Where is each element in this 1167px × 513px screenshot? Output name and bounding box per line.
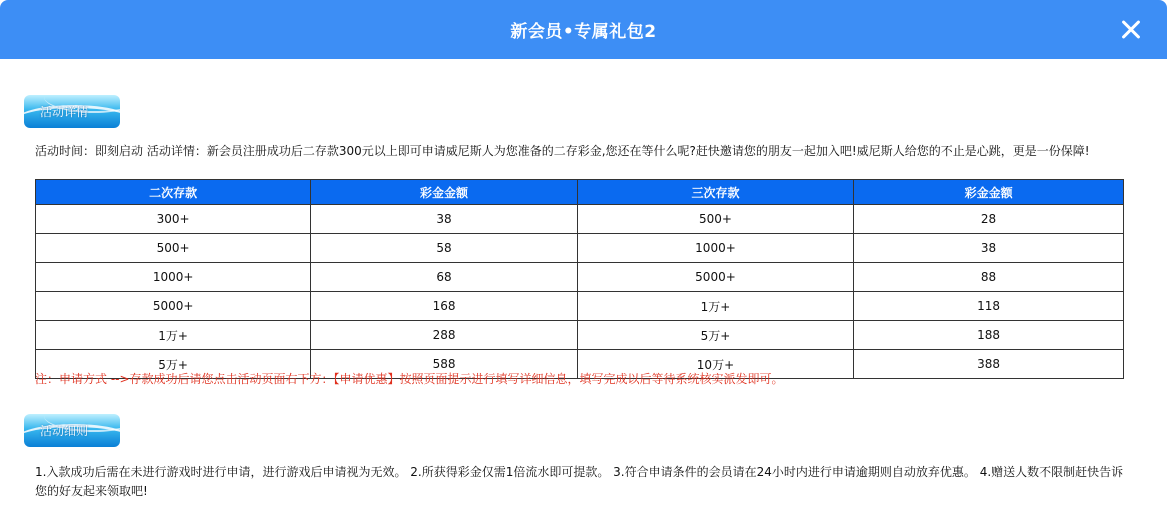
table-cell: 1000+	[36, 263, 311, 292]
badge-label: 活动细则	[40, 424, 89, 438]
table-row	[36, 321, 1124, 350]
table-cell: 58	[311, 234, 578, 263]
table-cell: 5000+	[36, 292, 311, 321]
badge-label: 活动详情	[40, 105, 89, 119]
dialog-header	[0, 0, 1167, 59]
table-cell: 38	[854, 234, 1124, 263]
table-cell: 1万+	[577, 292, 853, 321]
table-row	[36, 292, 1124, 321]
column-header: 彩金金额	[311, 180, 578, 205]
table-cell: 118	[854, 292, 1124, 321]
table-cell: 300+	[36, 205, 311, 234]
table-cell: 1000+	[577, 234, 853, 263]
application-note: 注：申请方式 -->存款成功后请您点击活动页面右下方：【申请优惠】按照页面提示进行填写详细信息，填写完成以后等待系统核实派发即可。	[35, 372, 784, 386]
dialog-title: 新会员•专属礼包2	[510, 22, 657, 42]
column-header: 二次存款	[36, 180, 311, 205]
table-cell: 388	[854, 350, 1124, 379]
close-icon[interactable]	[1115, 14, 1147, 46]
activity-description: 活动时间：即刻启动 活动详情：新会员注册成功后二存款300元以上即可申请威尼斯人为您准备的二存彩金,您还在等什么呢?赶快邀请您的朋友一起加入吧!威尼斯人给您的不止是心跳，更是一份保障!	[35, 144, 1090, 158]
table-cell: 588	[311, 350, 578, 379]
table-cell: 88	[854, 263, 1124, 292]
reward-table	[35, 179, 1124, 379]
column-header: 三次存款	[577, 180, 853, 205]
table-cell: 5000+	[577, 263, 853, 292]
table-row	[36, 234, 1124, 263]
section-badge-rules	[24, 414, 120, 447]
table-header-row	[36, 180, 1124, 205]
table-cell: 28	[854, 205, 1124, 234]
section-badge-details	[24, 95, 120, 128]
table-cell: 5万+	[577, 321, 853, 350]
table-cell: 1万+	[36, 321, 311, 350]
table-cell: 10万+	[577, 350, 853, 379]
table-cell: 288	[311, 321, 578, 350]
table-cell: 500+	[577, 205, 853, 234]
table-cell: 38	[311, 205, 578, 234]
table-cell: 5万+	[36, 350, 311, 379]
table-cell: 188	[854, 321, 1124, 350]
table-cell: 168	[311, 292, 578, 321]
table-cell: 500+	[36, 234, 311, 263]
table-row	[36, 263, 1124, 292]
column-header: 彩金金额	[854, 180, 1124, 205]
table-cell: 68	[311, 263, 578, 292]
table-row	[36, 205, 1124, 234]
activity-rules: 1.入款成功后需在未进行游戏时进行申请，进行游戏后申请视为无效。 2.所获得彩金仅需1倍流水即可提款。 3.符合申请条件的会员请在24小时内进行申请逾期则自动放弃优惠。 4.赠送人数不限制赶快告诉您的好友起来领取吧!	[35, 465, 1124, 498]
